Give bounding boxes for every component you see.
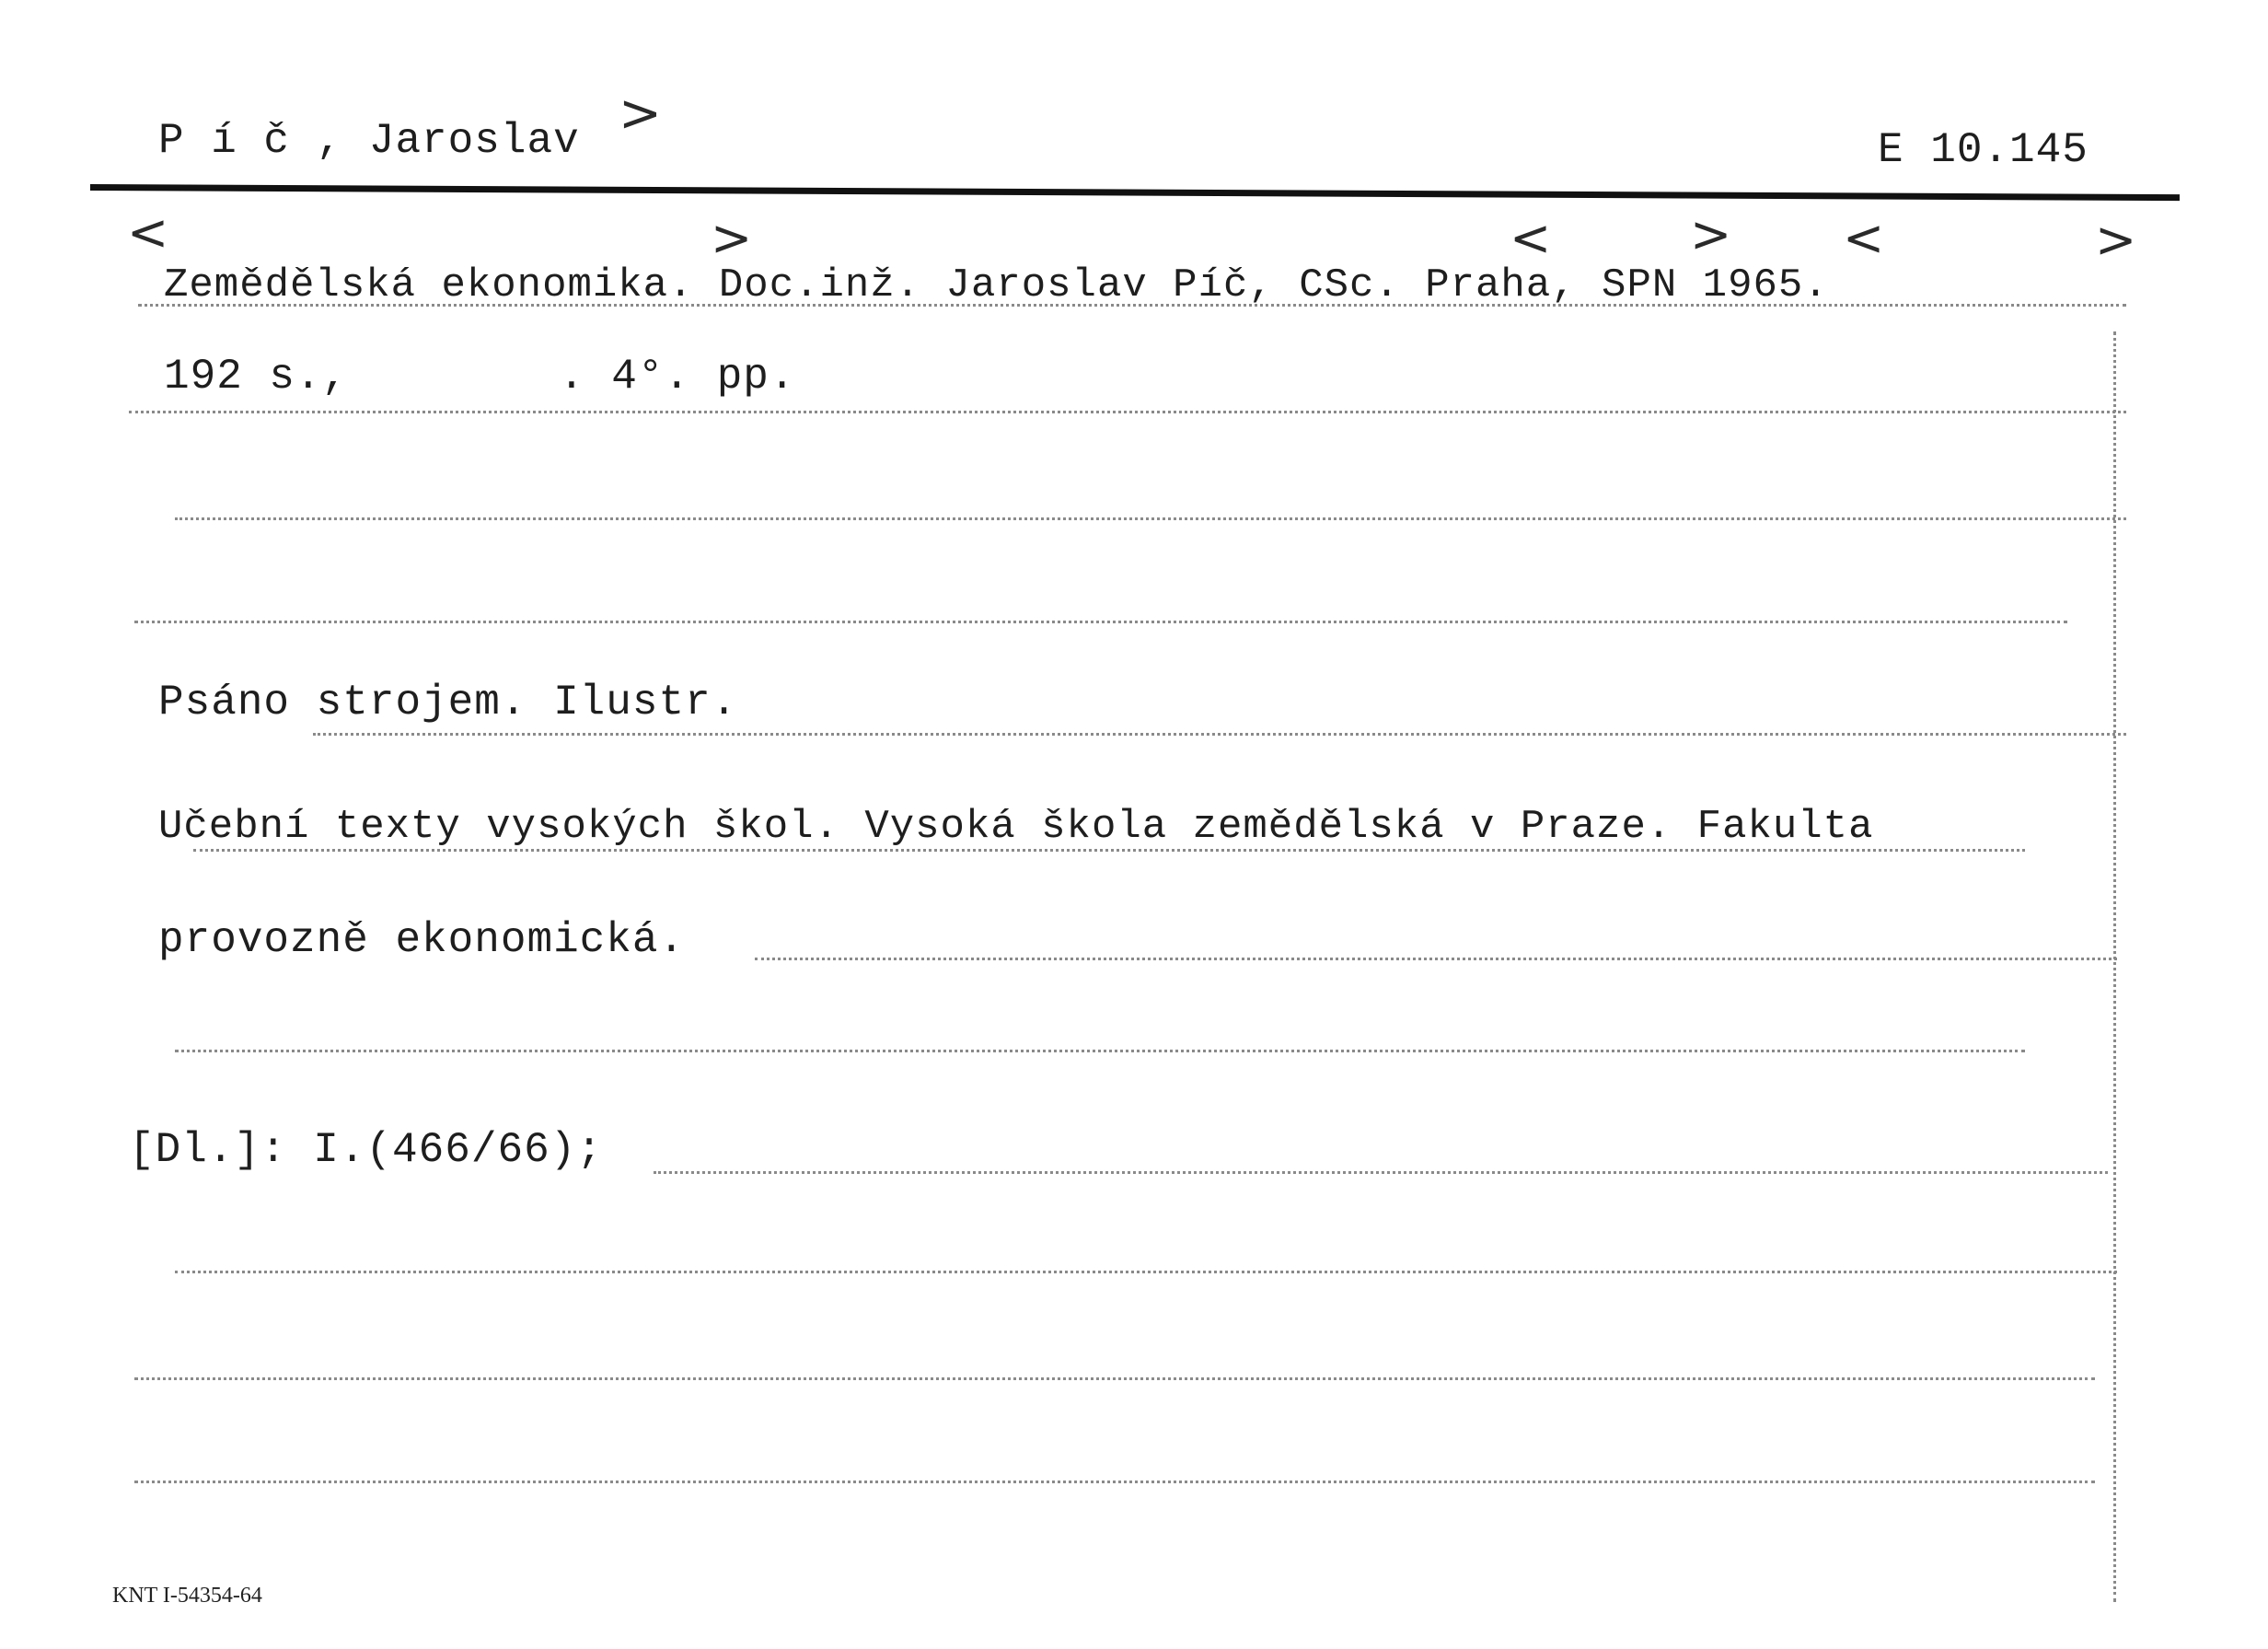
title-statement: Zemědělská ekonomika. Doc.inž. Jaroslav Píč, CSc. Praha, SPN 1965.	[164, 262, 1829, 308]
note-series-line-2: provozně ekonomická.	[158, 916, 686, 964]
dotted-underline	[138, 304, 2126, 307]
angle-mark: >	[2095, 211, 2137, 269]
dotted-line	[134, 1377, 2095, 1380]
angle-mark: >	[1690, 205, 1732, 263]
dotted-underline	[755, 958, 2117, 960]
header-rule	[90, 184, 2180, 201]
angle-mark: <	[1843, 209, 1885, 267]
printer-imprint: KNT I-54354-64	[112, 1584, 262, 1608]
dotted-underline	[193, 849, 2025, 852]
note-series-line-1: Učební texty vysokých škol. Vysoká škola zemědělská v Praze. Fakulta	[158, 804, 1874, 850]
dotted-underline	[129, 411, 2126, 413]
call-number: E 10.145	[1878, 126, 2089, 174]
dotted-line	[175, 1050, 2025, 1052]
angle-mark: >	[711, 209, 753, 267]
angle-mark: <	[127, 203, 169, 261]
right-margin-dots	[2113, 331, 2116, 1602]
holdings-statement: [Dl.]: I.(466/66);	[129, 1126, 603, 1174]
dotted-line	[134, 621, 2067, 623]
dotted-line	[175, 517, 2126, 520]
angle-mark: >	[619, 84, 662, 144]
dotted-underline	[313, 733, 2126, 736]
dotted-line	[134, 1481, 2095, 1483]
author-heading: P í č , Jaroslav	[158, 117, 580, 165]
angle-mark: <	[1510, 209, 1552, 267]
dotted-underline	[654, 1171, 2108, 1174]
note-typescript: Psáno strojem. Ilustr.	[158, 679, 738, 726]
collation: 192 s., . 4°. pp.	[164, 353, 796, 401]
dotted-line	[175, 1271, 2117, 1273]
